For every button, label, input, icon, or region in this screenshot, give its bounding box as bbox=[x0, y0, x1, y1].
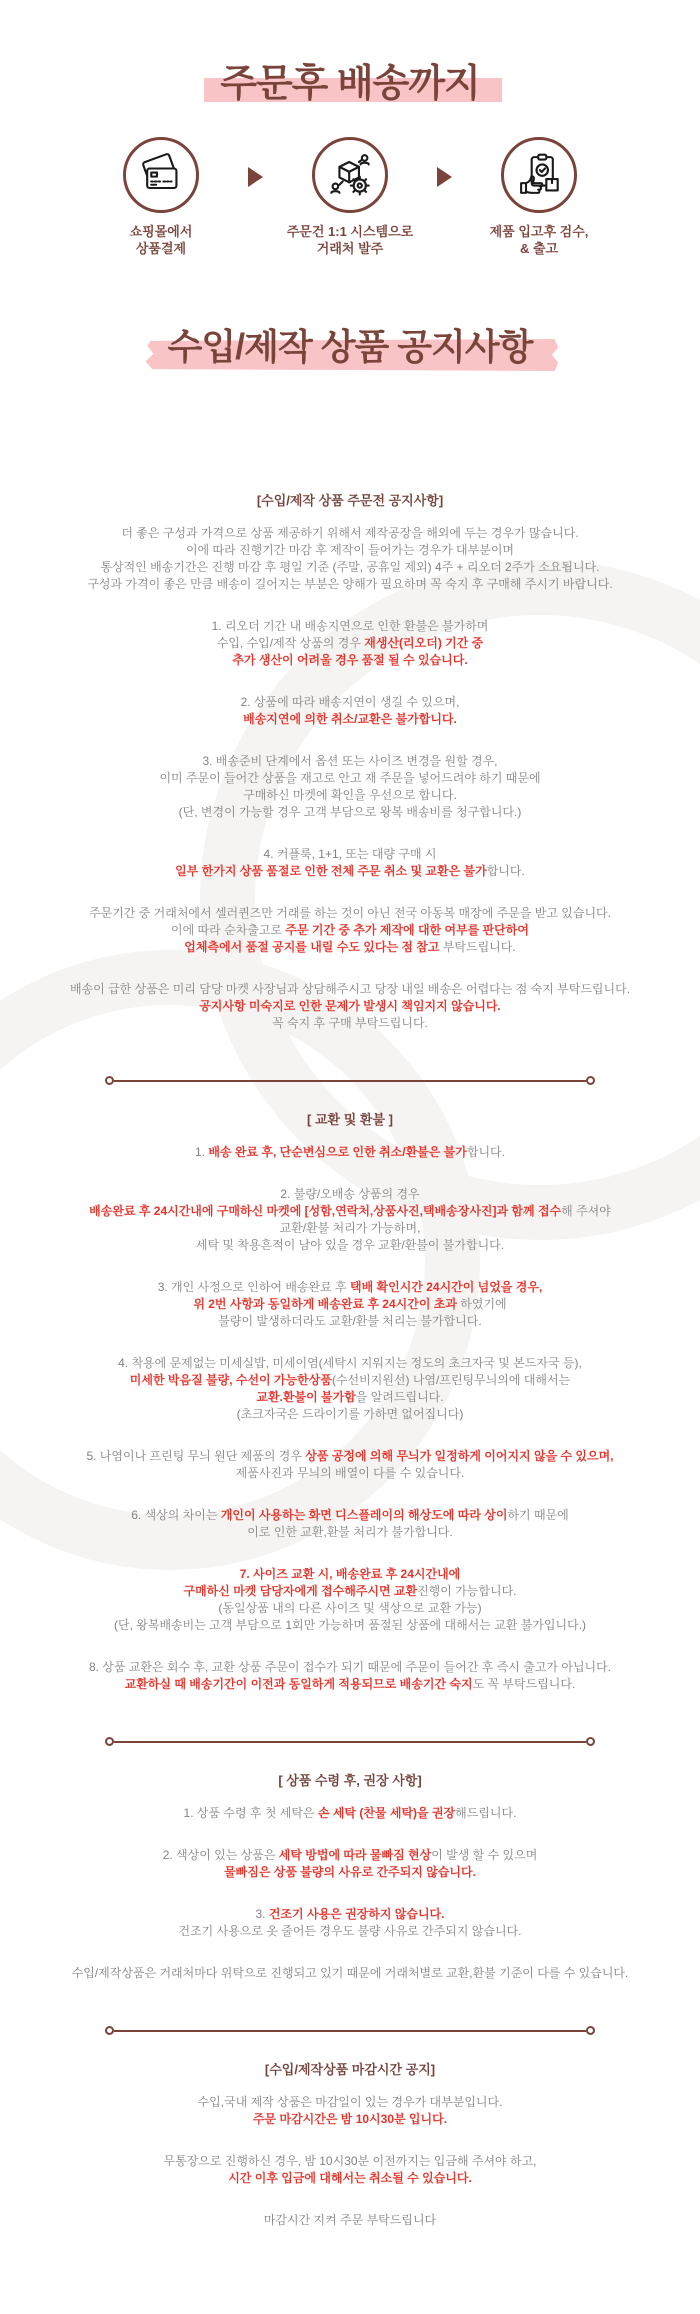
step-label: 제품 입고후 검수, & 출고 bbox=[489, 224, 589, 256]
notice-line: (동일상품 내의 다른 사이즈 및 색상으로 교환 가능) bbox=[218, 1601, 482, 1615]
notice-line: 4. 커플룩, 1+1, 또는 대량 구매 시 bbox=[263, 847, 437, 861]
notice-paragraph bbox=[20, 1566, 680, 1634]
notice-line: 교환.환불이 불가함을 알려드립니다. bbox=[256, 1390, 444, 1404]
notice-line: 무통장으로 진행하신 경우, 밤 10시30분 이전까지는 입금해 주셔야 하고, bbox=[163, 2154, 537, 2168]
notice-line: 이미 주문이 들어간 상품을 재고로 안고 재 주문을 넣어드려야 하기 때문에 bbox=[159, 771, 541, 785]
notice-line: 추가 생산이 어려울 경우 품절 될 수 있습니다. bbox=[232, 653, 468, 667]
notice-paragraph bbox=[20, 1906, 680, 1940]
notice-line: 통상적인 배송기간은 진행 마감 후 평일 기준 (주말, 공휴일 제외) 4주 + 리오더 2주가 소요됩니다. bbox=[100, 560, 600, 574]
divider-dot bbox=[105, 1076, 114, 1085]
step-payment bbox=[74, 137, 248, 257]
step-circle bbox=[312, 137, 388, 213]
divider-dot bbox=[105, 1737, 114, 1746]
notice-line: 7. 사이즈 교환 시, 배송완료 후 24시간내에 bbox=[239, 1567, 461, 1581]
notice-paragraph bbox=[20, 846, 680, 880]
notice-line: 수입/제작상품은 거래처마다 위탁으로 진행되고 있기 때문에 거래처별로 교환,환불 기준이 다를 수 있습니다. bbox=[71, 1966, 629, 1980]
notice-line: 위 2번 사항과 동일하게 배송완료 후 24시간이 초과 하였기에 bbox=[193, 1297, 507, 1311]
section-divider bbox=[105, 1076, 595, 1085]
notice-paragraph bbox=[20, 1144, 680, 1161]
notice-paragraph bbox=[20, 1507, 680, 1541]
notice-line: 6. 색상의 차이는 개인이 사용하는 화면 디스플레이의 해상도에 따라 상이하기 때문에 bbox=[131, 1508, 569, 1522]
notice-body bbox=[0, 370, 700, 2314]
order-process-steps bbox=[0, 137, 700, 257]
notice-line: 1. 배송 완료 후, 단순변심으로 인한 취소/환불은 불가합니다. bbox=[195, 1145, 505, 1159]
step-circle bbox=[501, 137, 577, 213]
step-label: 주문건 1:1 시스템으로 거래처 발주 bbox=[286, 224, 414, 256]
notice-line: 마감시간 지켜 주문 부탁드립니다 bbox=[263, 2213, 437, 2227]
divider-line bbox=[114, 1080, 586, 1082]
notice-line: 더 좋은 구성과 가격으로 상품 제공하기 위해서 제작공장을 해외에 두는 경우가 많습니다. bbox=[121, 526, 579, 540]
notice-line: (초크자국은 드라이기를 가하면 없어집니다) bbox=[236, 1407, 464, 1421]
notice-paragraph bbox=[20, 1965, 680, 1982]
section-divider bbox=[105, 1737, 595, 1746]
notice-paragraph bbox=[20, 981, 680, 1032]
notice-line: 시간 이후 입금에 대해서는 취소될 수 있습니다. bbox=[228, 2171, 472, 2185]
hero-section bbox=[0, 0, 700, 107]
arrow-right-icon bbox=[437, 167, 452, 187]
step-order-system bbox=[263, 137, 437, 257]
notice-paragraph bbox=[20, 753, 680, 821]
notice-line: 불량이 발생하더라도 교환/환불 처리는 불가합니다. bbox=[218, 1314, 482, 1328]
divider-line bbox=[114, 1741, 586, 1743]
notice-paragraph bbox=[20, 1355, 680, 1423]
notice-paragraph bbox=[20, 2094, 680, 2128]
notice-line: 이에 따라 진행기간 마감 후 제작이 들어가는 경우가 대부분이며 bbox=[185, 543, 515, 557]
notice-paragraph bbox=[20, 618, 680, 669]
notice-paragraph bbox=[20, 1847, 680, 1881]
divider-dot bbox=[586, 1737, 595, 1746]
notice-line: 4. 착용에 문제없는 미세실밥, 미세이염(세탁시 지워지는 정도의 초크자국 및 본드자국 등), bbox=[118, 1356, 582, 1370]
notice-line: 구매하신 마켓 담당자에게 접수해주시면 교환진행이 가능합니다. bbox=[183, 1584, 517, 1598]
notice-line: 수입,국내 제작 상품은 마감일이 있는 경우가 대부분입니다. bbox=[197, 2095, 503, 2109]
notice-line: 배송이 급한 상품은 미리 담당 마켓 사장님과 상담해주시고 당장 내일 배송은 어렵다는 점 숙지 부탁드립니다. bbox=[69, 982, 631, 996]
notice-line: 2. 색상이 있는 상품은 세탁 방법에 따라 물빠짐 현상이 발생 할 수 있으며 bbox=[162, 1848, 538, 1862]
credit-card-icon bbox=[135, 149, 187, 201]
step-inspection bbox=[452, 137, 626, 257]
section-header: [수입/제작상품 마감시간 공지] bbox=[264, 2062, 436, 2077]
notice-line: 교환/환불 처리가 가능하며, bbox=[279, 1221, 421, 1235]
notice-line: 5. 나염이나 프린팅 무늬 원단 제품의 경우 상품 공정에 의해 무늬가 일정하게 이어지지 않을 수 있으며, bbox=[86, 1449, 614, 1463]
notice-paragraph bbox=[20, 1659, 680, 1693]
divider-dot bbox=[586, 1076, 595, 1085]
section-header: [ 상품 수령 후, 권장 사항] bbox=[278, 1773, 422, 1788]
notice-paragraph bbox=[20, 2153, 680, 2187]
notice-line: 2. 상품에 따라 배송지연이 생길 수 있으며, bbox=[240, 695, 460, 709]
notice-line: 배송지연에 의한 취소/교환은 불가합니다. bbox=[243, 712, 457, 726]
notice-line: 꼭 숙지 후 구매 부탁드립니다. bbox=[272, 1016, 428, 1030]
notice-line: 주문 마감시간은 밤 10시30분 입니다. bbox=[252, 2112, 448, 2126]
notice-line: 이에 따라 순차출고로 주문 기간 중 추가 제작에 대한 여부를 판단하여 bbox=[171, 923, 529, 937]
notice-line: 1. 리오더 기간 내 배송지연으로 인한 환불은 불가하며 bbox=[211, 619, 489, 633]
notice-paragraph bbox=[20, 525, 680, 593]
arrow-right-icon bbox=[248, 167, 263, 187]
divider-dot bbox=[105, 2026, 114, 2035]
notice-line: 3. 개인 사정으로 인하여 배송완료 후 택배 확인시간 24시간이 넘었을 경우, bbox=[157, 1280, 543, 1294]
page-title: 주문후 배송까지 bbox=[220, 63, 480, 105]
notice-line: 물빠짐은 상품 불량의 사유로 간주되지 않습니다. bbox=[224, 1865, 476, 1879]
notice-line: (단, 왕복배송비는 고객 부담으로 1회만 가능하며 품절된 상품에 대해서는 교환 불가입니다.) bbox=[114, 1618, 586, 1632]
notice-paragraph bbox=[20, 694, 680, 728]
notice-line: 미세한 박음질 불량, 수선이 가능한상품(수선비지원선) 나염/프린팅무늬의에 대해서는 bbox=[129, 1373, 571, 1387]
order-system-icon bbox=[324, 149, 376, 201]
notice-line: (단, 변경이 가능할 경우 고객 부담으로 왕복 배송비를 청구합니다.) bbox=[178, 805, 522, 819]
notice-line: 제품사진과 무늬의 배열이 다를 수 있습니다. bbox=[235, 1466, 465, 1480]
notice-line: 업체측에서 품절 공지를 내릴 수도 있다는 점 참고 부탁드립니다. bbox=[184, 940, 516, 954]
step-label: 쇼핑몰에서 상품결제 bbox=[129, 224, 193, 256]
notice-line: 2. 불량/오배송 상품의 경우 bbox=[280, 1187, 420, 1201]
notice-paragraph bbox=[20, 2212, 680, 2229]
notice-line: 주문기간 중 거래처에서 셀러퀸즈만 거래를 하는 것이 아닌 전국 아동복 매장에 주문을 받고 있습니다. bbox=[89, 906, 611, 920]
notice-line: 건조기 사용으로 옷 줄어든 경우도 불량 사유로 간주되지 않습니다. bbox=[178, 1924, 522, 1938]
notice-line: 일부 한가지 상품 품절로 인한 전체 주문 취소 및 교환은 불가합니다. bbox=[175, 864, 525, 878]
section-divider bbox=[105, 2026, 595, 2035]
notice-paragraph bbox=[20, 1805, 680, 1822]
divider-dot bbox=[586, 2026, 595, 2035]
notice-paragraph bbox=[20, 1279, 680, 1330]
section-header: [ 교환 및 환불 ] bbox=[307, 1112, 393, 1127]
notice-line: 배송완료 후 24시간내에 구매하신 마켓에 [성함,연락처,상품사진,택배송장사진]과 함께 접수해 주셔야 bbox=[89, 1204, 611, 1218]
notice-line: 3. 배송준비 단계에서 옵션 또는 사이즈 변경을 원할 경우, bbox=[202, 754, 498, 768]
notice-line: 수입, 수입/제작 상품의 경우 재생산(리오더) 기간 중 bbox=[216, 636, 484, 650]
notice-line: 공지사항 미숙지로 인한 문제가 발생시 책임지지 않습니다. bbox=[199, 999, 501, 1013]
notice-line: 3. 건조기 사용은 권장하지 않습니다. bbox=[255, 1907, 445, 1921]
notice-banner-title: 수입/제작 상품 공지사항 bbox=[167, 326, 533, 367]
step-circle bbox=[123, 137, 199, 213]
notice-line: 구성과 가격이 좋은 만큼 배송이 길어지는 부분은 양해가 필요하며 꼭 숙지 후 구매해 주시기 바랍니다. bbox=[87, 577, 613, 591]
inspection-icon bbox=[513, 149, 565, 201]
notice-line: 교환하실 때 배송기간이 이전과 동일하게 적용되므로 배송기간 숙지도 꼭 부탁드립니다. bbox=[124, 1677, 576, 1691]
notice-line: 세탁 및 착용흔적이 남아 있을 경우 교환/환불이 불가합니다. bbox=[195, 1238, 505, 1252]
notice-paragraph bbox=[20, 1448, 680, 1482]
notice-line: 8. 상품 교환은 회수 후, 교환 상품 주문이 접수가 되기 때문에 주문이 들어간 후 즉시 출고가 아닙니다. bbox=[88, 1660, 612, 1674]
notice-line: 이로 인한 교환,환불 처리가 불가합니다. bbox=[247, 1525, 453, 1539]
section-header: [수입/제작 상품 주문전 공지사항] bbox=[256, 493, 444, 508]
notice-line: 1. 상품 수령 후 첫 세탁은 손 세탁 (찬물 세탁)을 권장해드립니다. bbox=[183, 1806, 517, 1820]
notice-line: 구매하신 마켓에 확인을 우선으로 합니다. bbox=[243, 788, 457, 802]
notice-paragraph bbox=[20, 905, 680, 956]
notice-banner bbox=[0, 319, 700, 370]
notice-paragraph bbox=[20, 1186, 680, 1254]
